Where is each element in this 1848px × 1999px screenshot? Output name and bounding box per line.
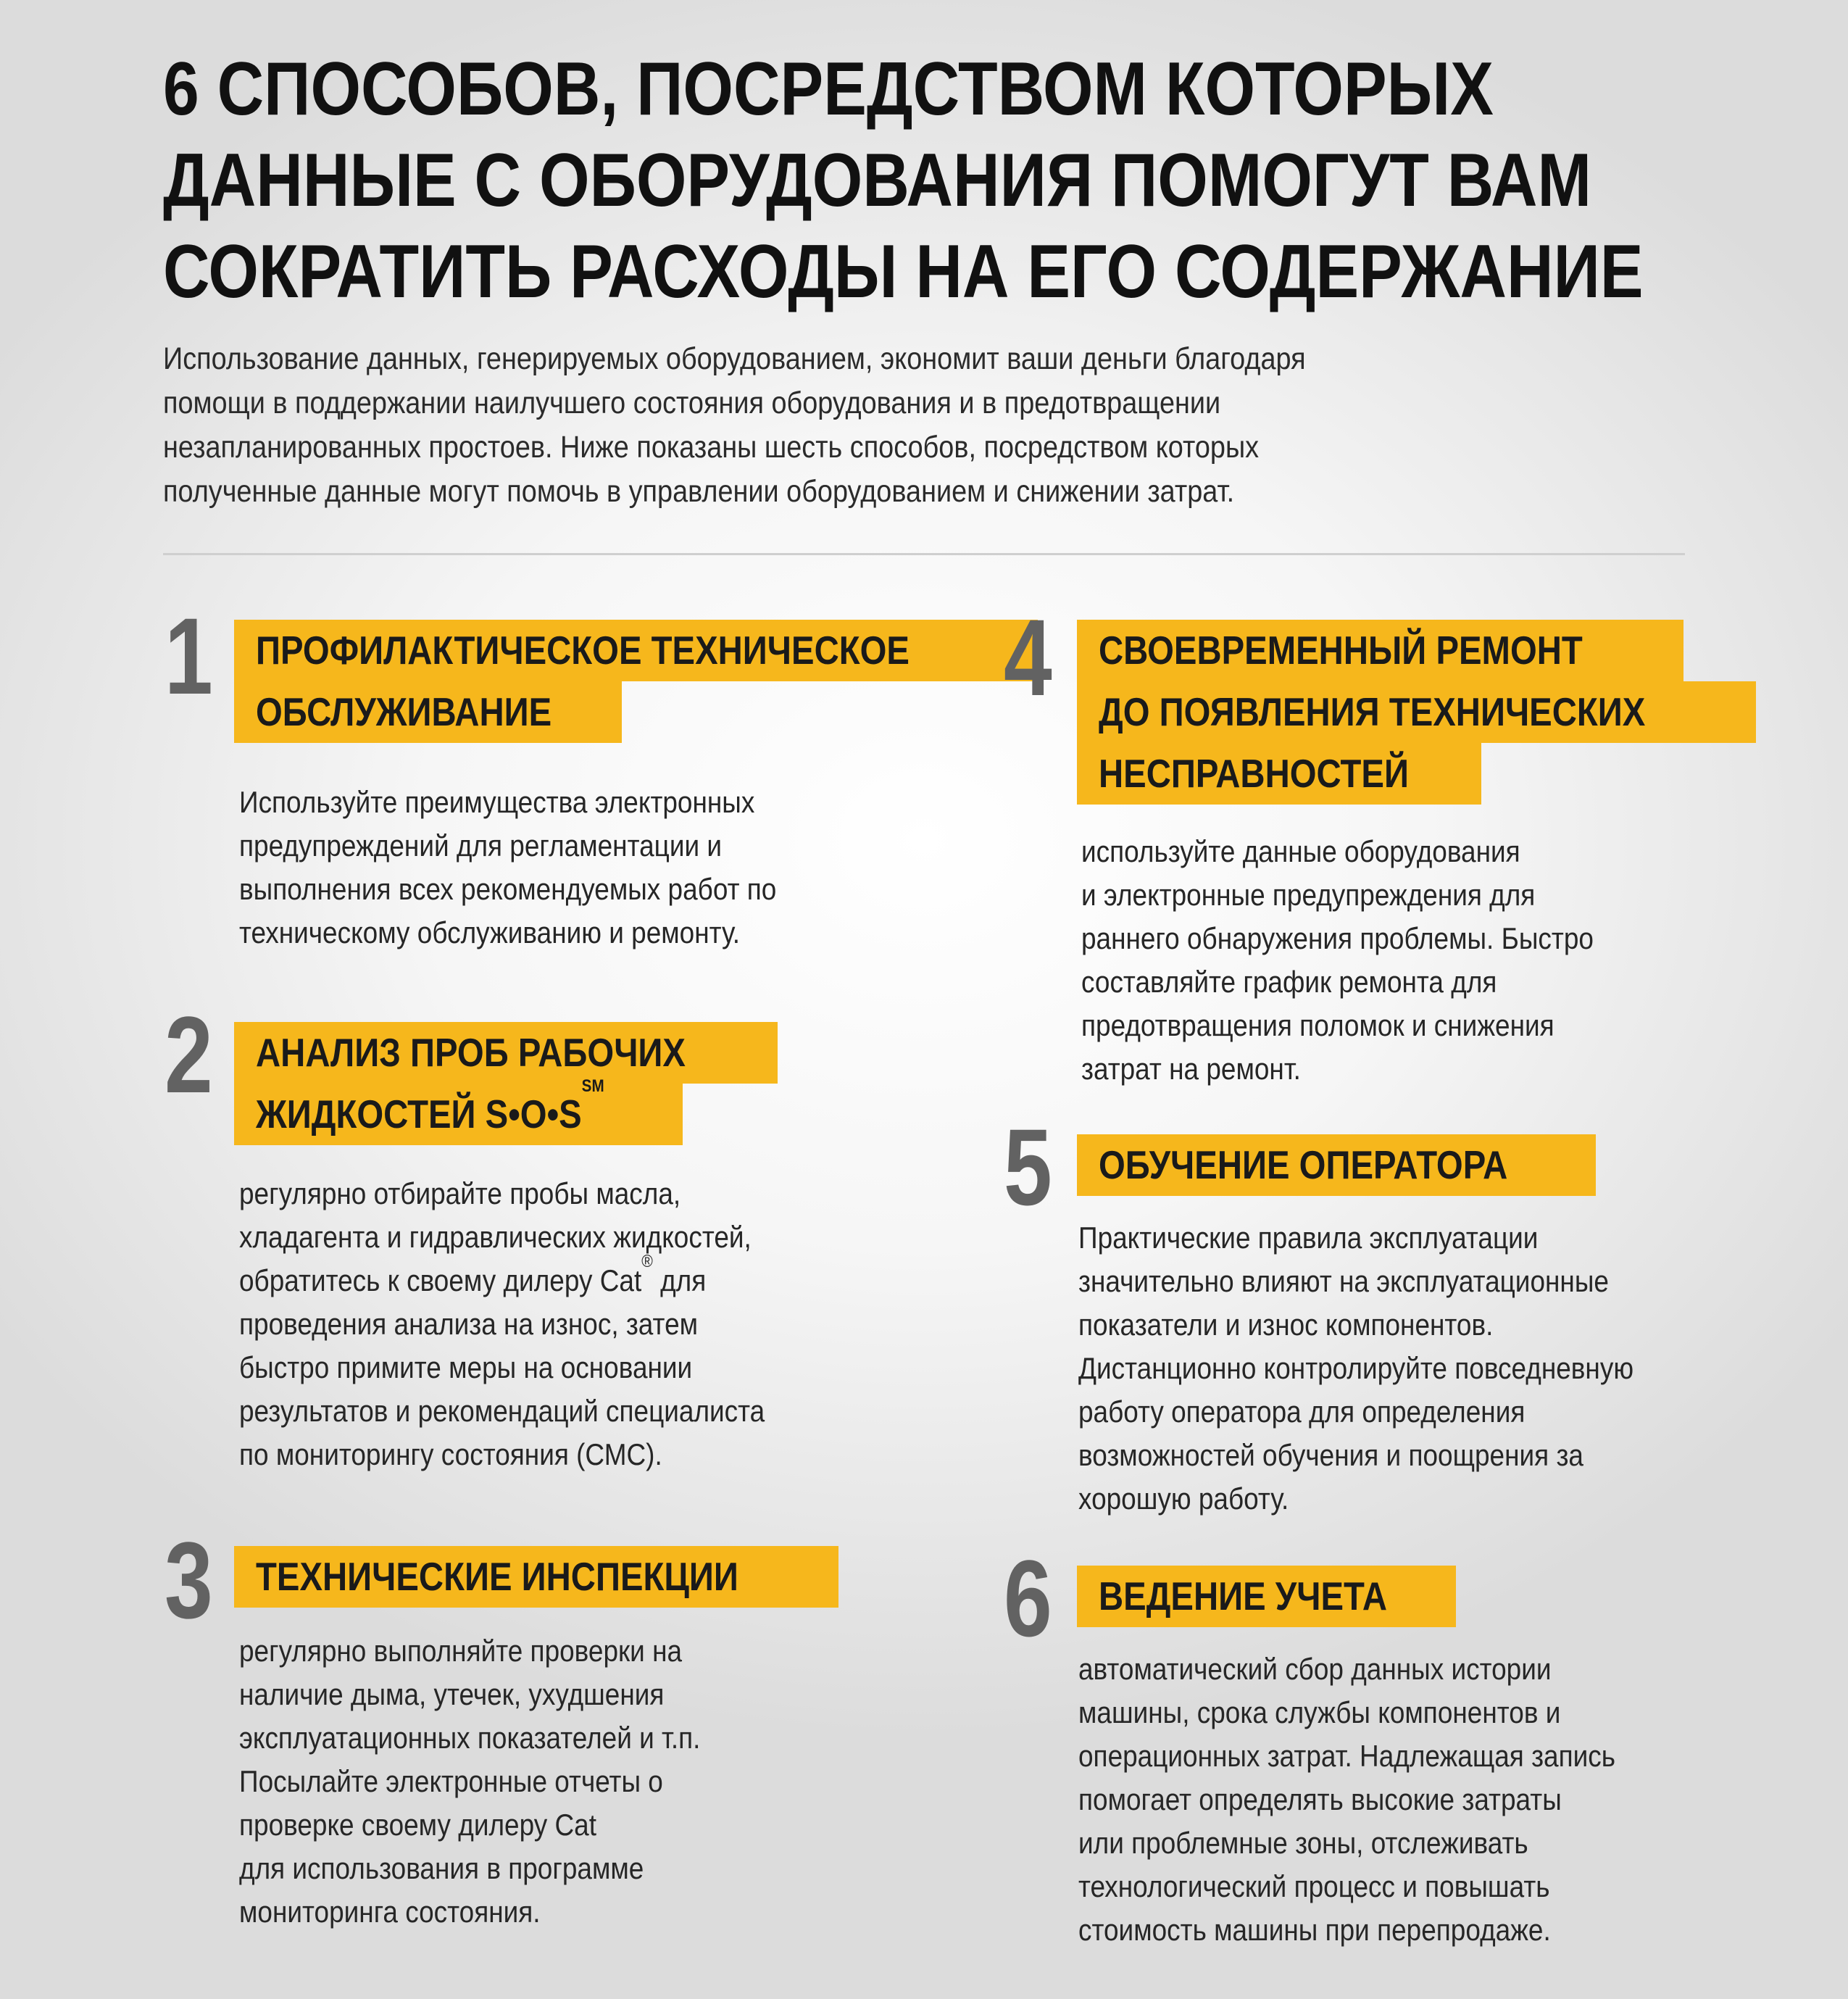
body-line: проведения анализа на износ, затем	[239, 1307, 699, 1341]
body-line: наличие дыма, утечек, ухудшения	[239, 1677, 665, 1711]
item-body-3	[239, 1629, 700, 1934]
body-line: регулярно отбирайте пробы масла,	[239, 1176, 681, 1210]
heading-line: ЖИДКОСТЕЙ S•O•S℠	[234, 1084, 683, 1145]
body-line: затрат на ремонт.	[1081, 1052, 1301, 1086]
body-line: по мониторингу состояния (СМС).	[239, 1437, 662, 1471]
title-line: 6 СПОСОБОВ, ПОСРЕДСТВОМ КОТОРЫХ	[163, 47, 1494, 131]
intro-paragraph	[163, 337, 1439, 514]
body-line: показатели и износ компонентов.	[1078, 1308, 1494, 1342]
title-line: ДАННЫЕ С ОБОРУДОВАНИЯ ПОМОГУТ ВАМ	[163, 138, 1591, 223]
page-title	[163, 43, 1644, 317]
item-body-6	[1078, 1647, 1615, 1952]
intro-line: помощи в поддержании наилучшего состояния оборудования и в предотвращении	[163, 386, 1221, 420]
body-line: для использования в программе	[239, 1851, 644, 1885]
body-line: Используйте преимущества электронных	[239, 785, 755, 819]
intro-line: полученные данные могут помочь в управлении оборудованием и снижении затрат.	[163, 474, 1235, 509]
registered-mark: ®	[641, 1252, 653, 1271]
item-number-4: 4	[1004, 597, 1052, 718]
divider	[163, 553, 1685, 555]
heading-line: ОБУЧЕНИЕ ОПЕРАТОРА	[1077, 1134, 1596, 1196]
body-line: хорошую работу.	[1078, 1481, 1289, 1516]
body-line: предупреждений для регламентации и	[239, 828, 723, 863]
title-line: СОКРАТИТЬ РАСХОДЫ НА ЕГО СОДЕРЖАНИЕ	[163, 230, 1644, 314]
heading-line: СВОЕВРЕМЕННЫЙ РЕМОНТ	[1077, 620, 1683, 681]
heading-line: ДО ПОЯВЛЕНИЯ ТЕХНИЧЕСКИХ	[1077, 681, 1756, 743]
body-line: Посылайте электронные отчеты о	[239, 1764, 663, 1798]
body-line: помогает определять высокие затраты	[1078, 1782, 1562, 1816]
body-line: возможностей обучения и поощрения за	[1078, 1438, 1583, 1472]
body-line: предотвращения поломок и снижения	[1081, 1008, 1554, 1042]
item-heading-2	[234, 1022, 778, 1145]
body-line: технологический процесс и повышать	[1078, 1869, 1550, 1903]
item-heading-3	[234, 1546, 838, 1608]
item-body-2	[239, 1172, 765, 1476]
body-line: выполнения всех рекомендуемых работ по	[239, 872, 777, 906]
body-line: значительно влияют на эксплуатационные	[1078, 1264, 1609, 1298]
item-number-3: 3	[165, 1519, 213, 1641]
body-line: хладагента и гидравлических жидкостей,	[239, 1220, 752, 1254]
body-line: проверке своему дилеру Cat	[239, 1808, 596, 1842]
sm-mark: SM	[581, 1076, 604, 1096]
body-line: регулярно выполняйте проверки на	[239, 1634, 683, 1668]
body-line: раннего обнаружения проблемы. Быстро	[1081, 921, 1594, 955]
body-line: мониторинга состояния.	[239, 1895, 541, 1929]
item-body-4	[1081, 830, 1594, 1091]
item-number-2: 2	[165, 994, 213, 1115]
body-line: и электронные предупреждения для	[1081, 878, 1536, 912]
body-line: техническому обслуживанию и ремонту.	[239, 915, 741, 949]
heading-line: НЕСПРАВНОСТЕЙ	[1077, 743, 1481, 805]
heading-line: ВЕДЕНИЕ УЧЕТА	[1077, 1566, 1456, 1627]
item-heading-6	[1077, 1566, 1456, 1627]
item-heading-4	[1077, 620, 1756, 805]
item-body-5	[1078, 1216, 1633, 1521]
intro-line: Использование данных, генерируемых оборудованием, экономит ваши деньги благодаря	[163, 341, 1306, 376]
body-line: эксплуатационных показателей и т.п.	[239, 1721, 701, 1755]
item-heading-5	[1077, 1134, 1596, 1196]
item-heading-1	[234, 620, 1038, 743]
item-number-6: 6	[1004, 1537, 1052, 1659]
body-line: стоимость машины при перепродаже.	[1078, 1913, 1551, 1947]
body-line: быстро примите меры на основании	[239, 1350, 693, 1384]
intro-line: незапланированных простоев. Ниже показаны шесть способов, посредством которых	[163, 430, 1260, 465]
body-line: автоматический сбор данных истории	[1078, 1652, 1552, 1686]
heading-line: ОБСЛУЖИВАНИЕ	[234, 681, 622, 743]
body-line: используйте данные оборудования	[1081, 834, 1520, 868]
item-number-1: 1	[165, 595, 213, 717]
body-line: машины, срока службы компонентов и	[1078, 1695, 1561, 1729]
item-number-5: 5	[1004, 1106, 1052, 1228]
body-line: Практические правила эксплуатации	[1078, 1221, 1539, 1255]
body-line: результатов и рекомендаций специалиста	[239, 1394, 765, 1428]
body-line: или проблемные зоны, отслеживать	[1078, 1826, 1528, 1860]
heading-line: АНАЛИЗ ПРОБ РАБОЧИХ	[234, 1022, 778, 1084]
body-line: Дистанционно контролируйте повседневную	[1078, 1351, 1634, 1385]
heading-line: ТЕХНИЧЕСКИЕ ИНСПЕКЦИИ	[234, 1546, 838, 1608]
body-line: обратитесь к своему дилеру Cat® для	[239, 1252, 707, 1297]
body-line: составляйте график ремонта для	[1081, 965, 1497, 999]
body-line: операционных затрат. Надлежащая запись	[1078, 1739, 1615, 1773]
body-line: работу оператора для определения	[1078, 1395, 1526, 1429]
item-body-1	[239, 781, 776, 955]
heading-line: ПРОФИЛАКТИЧЕСКОЕ ТЕХНИЧЕСКОЕ	[234, 620, 1038, 681]
